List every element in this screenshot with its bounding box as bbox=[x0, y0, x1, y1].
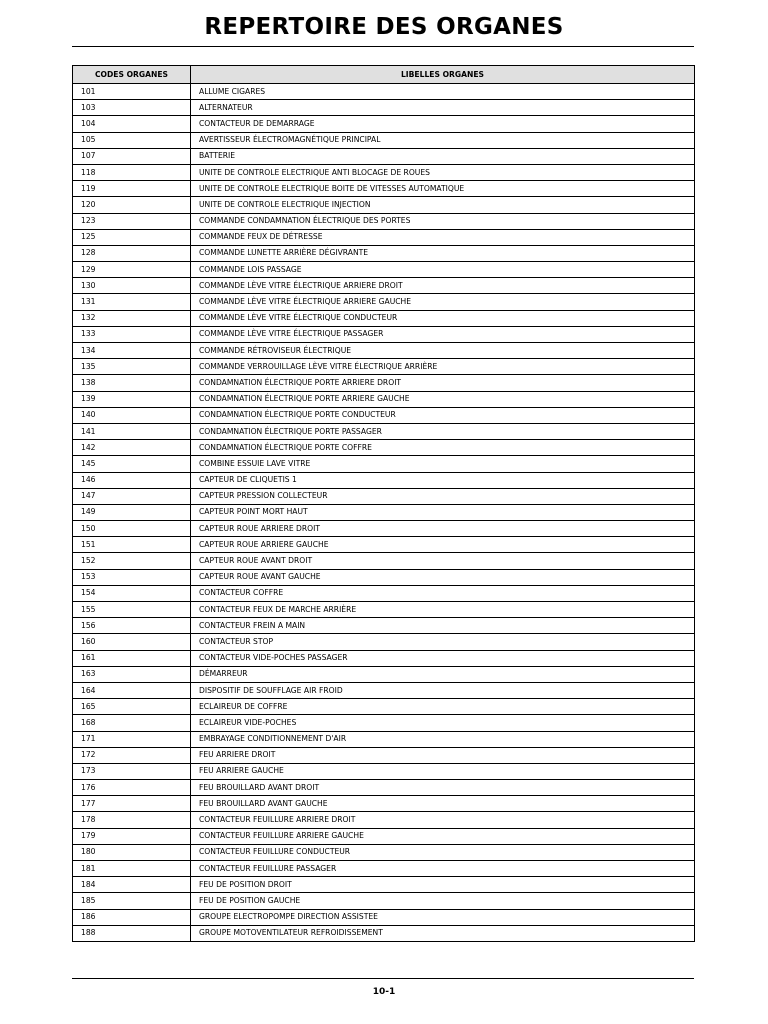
organ-code-cell: 132 bbox=[73, 310, 191, 326]
organ-code-cell: 184 bbox=[73, 877, 191, 893]
table-row bbox=[73, 537, 695, 553]
table-row bbox=[73, 407, 695, 423]
table-row bbox=[73, 553, 695, 569]
organ-label-cell: DISPOSITIF DE SOUFFLAGE AIR FROID bbox=[191, 682, 695, 698]
organ-code-cell: 123 bbox=[73, 213, 191, 229]
organ-code-cell: 147 bbox=[73, 488, 191, 504]
table-row bbox=[73, 245, 695, 261]
table-row bbox=[73, 310, 695, 326]
organ-code-cell: 152 bbox=[73, 553, 191, 569]
table-row bbox=[73, 326, 695, 342]
organ-label-cell: FEU ARRIERE GAUCHE bbox=[191, 763, 695, 779]
table-row bbox=[73, 780, 695, 796]
table-row bbox=[73, 618, 695, 634]
organ-code-cell: 135 bbox=[73, 359, 191, 375]
table-row bbox=[73, 229, 695, 245]
organ-code-cell: 163 bbox=[73, 666, 191, 682]
organ-label-cell: COMMANDE CONDAMNATION ÉLECTRIQUE DES PORTES bbox=[191, 213, 695, 229]
organ-code-cell: 103 bbox=[73, 100, 191, 116]
organ-code-cell: 156 bbox=[73, 618, 191, 634]
organ-label-cell: UNITE DE CONTROLE ELECTRIQUE BOITE DE VITESSES AUTOMATIQUE bbox=[191, 181, 695, 197]
organ-label-cell: GROUPE MOTOVENTILATEUR REFROIDISSEMENT bbox=[191, 925, 695, 941]
organ-label-cell: COMMANDE LÈVE VITRE ÉLECTRIQUE ARRIERE DROIT bbox=[191, 278, 695, 294]
organ-label-cell: CONDAMNATION ÉLECTRIQUE PORTE ARRIERE DROIT bbox=[191, 375, 695, 391]
table-row bbox=[73, 197, 695, 213]
organ-code-cell: 140 bbox=[73, 407, 191, 423]
table-row bbox=[73, 116, 695, 132]
organ-code-cell: 118 bbox=[73, 164, 191, 180]
organ-label-cell: CONTACTEUR COFFRE bbox=[191, 585, 695, 601]
organ-code-cell: 185 bbox=[73, 893, 191, 909]
page-title: REPERTOIRE DES ORGANES bbox=[204, 14, 564, 40]
organ-code-cell: 133 bbox=[73, 326, 191, 342]
organ-label-cell: CAPTEUR ROUE ARRIERE GAUCHE bbox=[191, 537, 695, 553]
organ-label-cell: FEU DE POSITION GAUCHE bbox=[191, 893, 695, 909]
table-row bbox=[73, 504, 695, 520]
table-row bbox=[73, 699, 695, 715]
organ-code-cell: 173 bbox=[73, 763, 191, 779]
organ-label-cell: CAPTEUR ROUE AVANT GAUCHE bbox=[191, 569, 695, 585]
organ-label-cell: COMMANDE LÈVE VITRE ÉLECTRIQUE PASSAGER bbox=[191, 326, 695, 342]
table-row bbox=[73, 602, 695, 618]
column-header-codes: CODES ORGANES bbox=[73, 66, 191, 84]
table-row bbox=[73, 812, 695, 828]
table-row bbox=[73, 877, 695, 893]
organ-label-cell: UNITE DE CONTROLE ELECTRIQUE INJECTION bbox=[191, 197, 695, 213]
organ-code-cell: 120 bbox=[73, 197, 191, 213]
organ-label-cell: CONTACTEUR VIDE-POCHES PASSAGER bbox=[191, 650, 695, 666]
organ-label-cell: CONTACTEUR FEUILLURE ARRIERE GAUCHE bbox=[191, 828, 695, 844]
organ-label-cell: CONTACTEUR FEUILLURE PASSAGER bbox=[191, 861, 695, 877]
organ-label-cell: FEU DE POSITION DROIT bbox=[191, 877, 695, 893]
organ-label-cell: FEU BROUILLARD AVANT GAUCHE bbox=[191, 796, 695, 812]
header-divider bbox=[72, 46, 694, 47]
table-row bbox=[73, 84, 695, 100]
organ-label-cell: CAPTEUR DE CLIQUETIS 1 bbox=[191, 472, 695, 488]
organ-code-cell: 155 bbox=[73, 602, 191, 618]
organ-label-cell: CONTACTEUR FREIN A MAIN bbox=[191, 618, 695, 634]
organ-code-cell: 119 bbox=[73, 181, 191, 197]
organ-code-cell: 101 bbox=[73, 84, 191, 100]
table-row bbox=[73, 585, 695, 601]
organ-code-cell: 160 bbox=[73, 634, 191, 650]
organ-label-cell: CONTACTEUR FEUILLURE ARRIERE DROIT bbox=[191, 812, 695, 828]
organ-code-cell: 171 bbox=[73, 731, 191, 747]
organ-code-cell: 181 bbox=[73, 861, 191, 877]
table-row bbox=[73, 796, 695, 812]
table-row bbox=[73, 359, 695, 375]
organ-code-cell: 145 bbox=[73, 456, 191, 472]
organ-label-cell: CONDAMNATION ÉLECTRIQUE PORTE PASSAGER bbox=[191, 423, 695, 439]
organ-label-cell: CONDAMNATION ÉLECTRIQUE PORTE CONDUCTEUR bbox=[191, 407, 695, 423]
organ-code-cell: 141 bbox=[73, 423, 191, 439]
organ-code-cell: 154 bbox=[73, 585, 191, 601]
organ-code-cell: 146 bbox=[73, 472, 191, 488]
organ-label-cell: CAPTEUR ROUE ARRIERE DROIT bbox=[191, 521, 695, 537]
organ-code-cell: 130 bbox=[73, 278, 191, 294]
organ-code-cell: 149 bbox=[73, 504, 191, 520]
organ-code-cell: 128 bbox=[73, 245, 191, 261]
organ-code-cell: 161 bbox=[73, 650, 191, 666]
table-row bbox=[73, 440, 695, 456]
organ-label-cell: CONTACTEUR FEUX DE MARCHE ARRIÈRE bbox=[191, 602, 695, 618]
organ-code-cell: 131 bbox=[73, 294, 191, 310]
table-row bbox=[73, 132, 695, 148]
table-row bbox=[73, 391, 695, 407]
organ-code-cell: 150 bbox=[73, 521, 191, 537]
table-row bbox=[73, 148, 695, 164]
organ-label-cell: CONTACTEUR DE DEMARRAGE bbox=[191, 116, 695, 132]
table-row bbox=[73, 294, 695, 310]
table-row bbox=[73, 909, 695, 925]
organ-code-cell: 165 bbox=[73, 699, 191, 715]
organ-label-cell: GROUPE ELECTROPOMPE DIRECTION ASSISTEE bbox=[191, 909, 695, 925]
organ-code-cell: 129 bbox=[73, 262, 191, 278]
organ-label-cell: COMMANDE VERROUILLAGE LÈVE VITRE ÉLECTRIQUE ARRIÈRE bbox=[191, 359, 695, 375]
organ-code-cell: 142 bbox=[73, 440, 191, 456]
organ-directory-table bbox=[72, 65, 695, 942]
table-row bbox=[73, 456, 695, 472]
organ-directory-table-container bbox=[72, 65, 694, 942]
table-row bbox=[73, 861, 695, 877]
organ-label-cell: CONDAMNATION ÉLECTRIQUE PORTE ARRIERE GAUCHE bbox=[191, 391, 695, 407]
table-row bbox=[73, 423, 695, 439]
table-row bbox=[73, 262, 695, 278]
organ-label-cell: COMBINE ESSUIE LAVE VITRE bbox=[191, 456, 695, 472]
organ-label-cell: CAPTEUR ROUE AVANT DROIT bbox=[191, 553, 695, 569]
organ-code-cell: 179 bbox=[73, 828, 191, 844]
table-row bbox=[73, 731, 695, 747]
table-row bbox=[73, 828, 695, 844]
organ-code-cell: 168 bbox=[73, 715, 191, 731]
organ-label-cell: AVERTISSEUR ÉLECTROMAGNÉTIQUE PRINCIPAL bbox=[191, 132, 695, 148]
organ-label-cell: COMMANDE LÈVE VITRE ÉLECTRIQUE CONDUCTEUR bbox=[191, 310, 695, 326]
organ-label-cell: CAPTEUR PRESSION COLLECTEUR bbox=[191, 488, 695, 504]
organ-label-cell: COMMANDE RÉTROVISEUR ÉLECTRIQUE bbox=[191, 343, 695, 359]
organ-label-cell: FEU ARRIERE DROIT bbox=[191, 747, 695, 763]
table-row bbox=[73, 682, 695, 698]
table-row bbox=[73, 844, 695, 860]
organ-code-cell: 153 bbox=[73, 569, 191, 585]
table-row bbox=[73, 925, 695, 941]
table-body bbox=[73, 84, 695, 942]
table-row bbox=[73, 666, 695, 682]
organ-code-cell: 178 bbox=[73, 812, 191, 828]
organ-code-cell: 105 bbox=[73, 132, 191, 148]
organ-code-cell: 151 bbox=[73, 537, 191, 553]
organ-label-cell: CONTACTEUR FEUILLURE CONDUCTEUR bbox=[191, 844, 695, 860]
table-row bbox=[73, 343, 695, 359]
organ-code-cell: 186 bbox=[73, 909, 191, 925]
column-header-labels: LIBELLES ORGANES bbox=[191, 66, 695, 84]
organ-code-cell: 107 bbox=[73, 148, 191, 164]
table-row bbox=[73, 634, 695, 650]
table-row bbox=[73, 181, 695, 197]
organ-code-cell: 176 bbox=[73, 780, 191, 796]
organ-code-cell: 134 bbox=[73, 343, 191, 359]
organ-label-cell: ALTERNATEUR bbox=[191, 100, 695, 116]
organ-label-cell: EMBRAYAGE CONDITIONNEMENT D'AIR bbox=[191, 731, 695, 747]
organ-label-cell: FEU BROUILLARD AVANT DROIT bbox=[191, 780, 695, 796]
table-row bbox=[73, 715, 695, 731]
table-row bbox=[73, 893, 695, 909]
organ-label-cell: COMMANDE LUNETTE ARRIÈRE DÉGIVRANTE bbox=[191, 245, 695, 261]
table-row bbox=[73, 375, 695, 391]
organ-label-cell: ALLUME CIGARES bbox=[191, 84, 695, 100]
organ-label-cell: DÉMARREUR bbox=[191, 666, 695, 682]
page-number: 10-1 bbox=[372, 987, 396, 997]
table-row bbox=[73, 569, 695, 585]
organ-label-cell: CONDAMNATION ÉLECTRIQUE PORTE COFFRE bbox=[191, 440, 695, 456]
organ-code-cell: 188 bbox=[73, 925, 191, 941]
organ-label-cell: ECLAIREUR VIDE-POCHES bbox=[191, 715, 695, 731]
table-row bbox=[73, 100, 695, 116]
table-row bbox=[73, 488, 695, 504]
organ-label-cell: UNITE DE CONTROLE ELECTRIQUE ANTI BLOCAGE DE ROUES bbox=[191, 164, 695, 180]
organ-code-cell: 125 bbox=[73, 229, 191, 245]
organ-code-cell: 177 bbox=[73, 796, 191, 812]
table-header-row bbox=[73, 66, 695, 84]
table-row bbox=[73, 521, 695, 537]
table-row bbox=[73, 164, 695, 180]
table-row bbox=[73, 747, 695, 763]
footer-divider bbox=[72, 978, 694, 979]
organ-label-cell: ECLAIREUR DE COFFRE bbox=[191, 699, 695, 715]
organ-code-cell: 172 bbox=[73, 747, 191, 763]
table-row bbox=[73, 213, 695, 229]
table-row bbox=[73, 650, 695, 666]
table-row bbox=[73, 278, 695, 294]
organ-label-cell: COMMANDE FEUX DE DÉTRESSE bbox=[191, 229, 695, 245]
organ-label-cell: CAPTEUR POINT MORT HAUT bbox=[191, 504, 695, 520]
organ-code-cell: 138 bbox=[73, 375, 191, 391]
table-row bbox=[73, 472, 695, 488]
organ-code-cell: 180 bbox=[73, 844, 191, 860]
organ-label-cell: CONTACTEUR STOP bbox=[191, 634, 695, 650]
organ-label-cell: COMMANDE LOIS PASSAGE bbox=[191, 262, 695, 278]
organ-code-cell: 139 bbox=[73, 391, 191, 407]
organ-code-cell: 164 bbox=[73, 682, 191, 698]
organ-label-cell: BATTERIE bbox=[191, 148, 695, 164]
table-row bbox=[73, 763, 695, 779]
organ-code-cell: 104 bbox=[73, 116, 191, 132]
organ-label-cell: COMMANDE LÈVE VITRE ÉLECTRIQUE ARRIERE GAUCHE bbox=[191, 294, 695, 310]
